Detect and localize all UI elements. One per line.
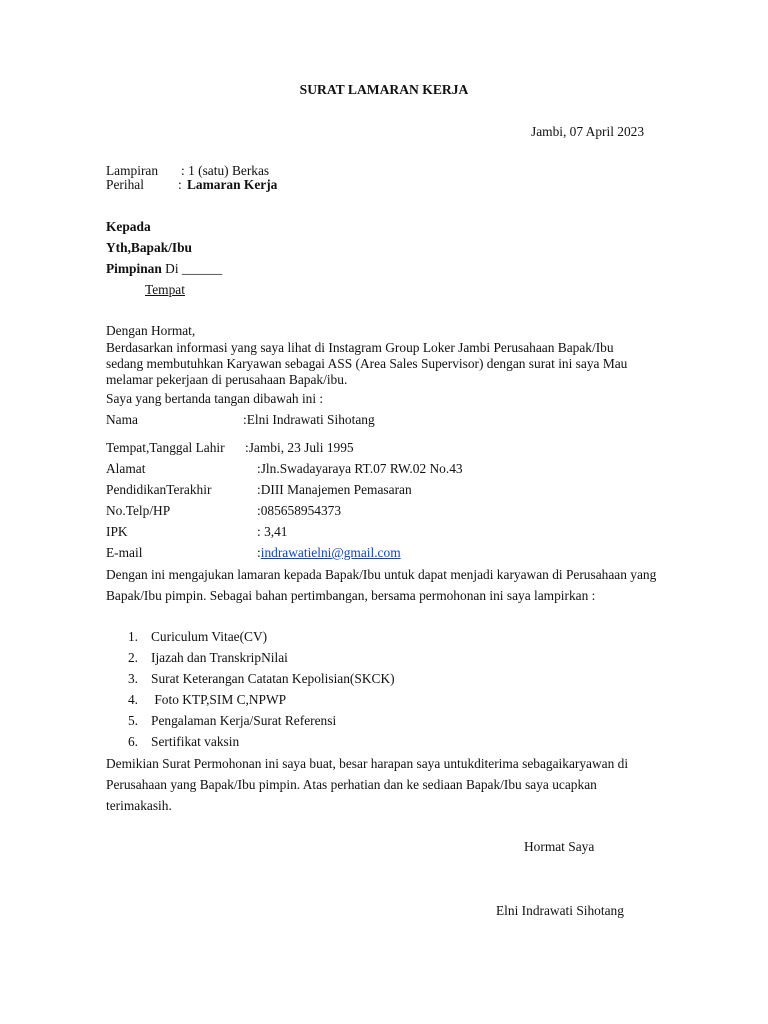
- email-label: E-mail: [106, 545, 143, 560]
- name-value: :Elni Indrawati Sihotang: [243, 412, 375, 427]
- name-label: Nama: [106, 412, 138, 427]
- list-item-number: 3.: [127, 671, 138, 686]
- list-item-number: 5.: [127, 713, 138, 728]
- email-row: [257, 545, 401, 561]
- ipk-label: IPK: [106, 524, 128, 539]
- closing-paragraph: Demikian Surat Permohonan ini saya buat, besar harapan saya untukditerima sebagaikaryawan di Perusahaan yang Bapak/Ibu pimpin. Atas perhatian dan ke sediaan Bapak/Ibu saya ucapkan terimakasih.: [106, 756, 629, 813]
- recipient-tempat: Tempat: [145, 282, 185, 297]
- birth-value: :Jambi, 23 Juli 1995: [245, 440, 354, 455]
- phone-label: No.Telp/HP: [106, 503, 171, 518]
- education-label: PendidikanTerakhir: [106, 482, 212, 497]
- signature-name: Elni Indrawati Sihotang: [496, 903, 624, 918]
- intro-line: Saya yang bertanda tangan dibawah ini :: [106, 391, 324, 406]
- list-item-text: Sertifikat vaksin: [151, 734, 240, 749]
- email-colon: :: [257, 545, 261, 560]
- list-item-number: 2.: [127, 650, 138, 665]
- list-item-text: Foto KTP,SIM C,NPWP: [151, 692, 287, 707]
- list-item-number: 6.: [127, 734, 138, 749]
- email-link[interactable]: indrawatielni@gmail.com: [260, 545, 401, 560]
- ipk-value: : 3,41: [257, 524, 288, 539]
- list-item-number: 1.: [127, 629, 138, 644]
- list-item-text: Pengalaman Kerja/Surat Referensi: [151, 713, 337, 728]
- recipient-pimpinan: Pimpinan: [106, 261, 162, 276]
- birth-label: Tempat,Tanggal Lahir: [106, 440, 225, 455]
- place-date: Jambi, 07 April 2023: [531, 124, 645, 139]
- education-value: :DIII Manajemen Pemasaran: [257, 482, 412, 497]
- recipient-di: Di ______: [161, 261, 223, 276]
- address-label: Alamat: [106, 461, 146, 476]
- opening-paragraph: Berdasarkan informasi yang saya lihat di Instagram Group Loker Jambi Perusahaan Bapak/Ibu sedang membutuhkan Karyawan sebagai ASS (Area Sales Supervisor) dengan surat ini saya Mau melamar pekerjaan di perusahaan Bapak/ibu.: [106, 340, 628, 387]
- list-item-text: Ijazah dan TranskripNilai: [151, 650, 288, 665]
- perihal-colon: :: [178, 177, 182, 192]
- application-paragraph: Dengan ini mengajukan lamaran kepada Bapak/Ibu untuk dapat menjadi karyawan di Perusahaan yang Bapak/Ibu pimpin. Sebagai bahan pertimbangan, bersama permohonan ini saya lampirkan :: [106, 567, 657, 603]
- phone-value: :085658954373: [257, 503, 342, 518]
- letter-title: SURAT LAMARAN KERJA: [299, 82, 469, 97]
- list-item-number: 4.: [127, 692, 138, 707]
- lampiran-label: Lampiran: [106, 163, 159, 178]
- greeting: Dengan Hormat,: [106, 323, 196, 338]
- perihal-value: Lamaran Kerja: [187, 177, 278, 192]
- recipient-line-2: Yth,Bapak/Ibu: [106, 240, 192, 255]
- recipient-line-1: Kepada: [106, 219, 151, 234]
- signoff: Hormat Saya: [524, 839, 595, 854]
- address-value: :Jln.Swadayaraya RT.07 RW.02 No.43: [257, 461, 463, 476]
- list-item-text: Surat Keterangan Catatan Kepolisian(SKCK): [151, 671, 395, 686]
- list-item-text: Curiculum Vitae(CV): [151, 629, 268, 644]
- perihal-label: Perihal: [106, 177, 144, 192]
- recipient-line-3: [106, 261, 222, 277]
- lampiran-value: : 1 (satu) Berkas: [181, 163, 270, 178]
